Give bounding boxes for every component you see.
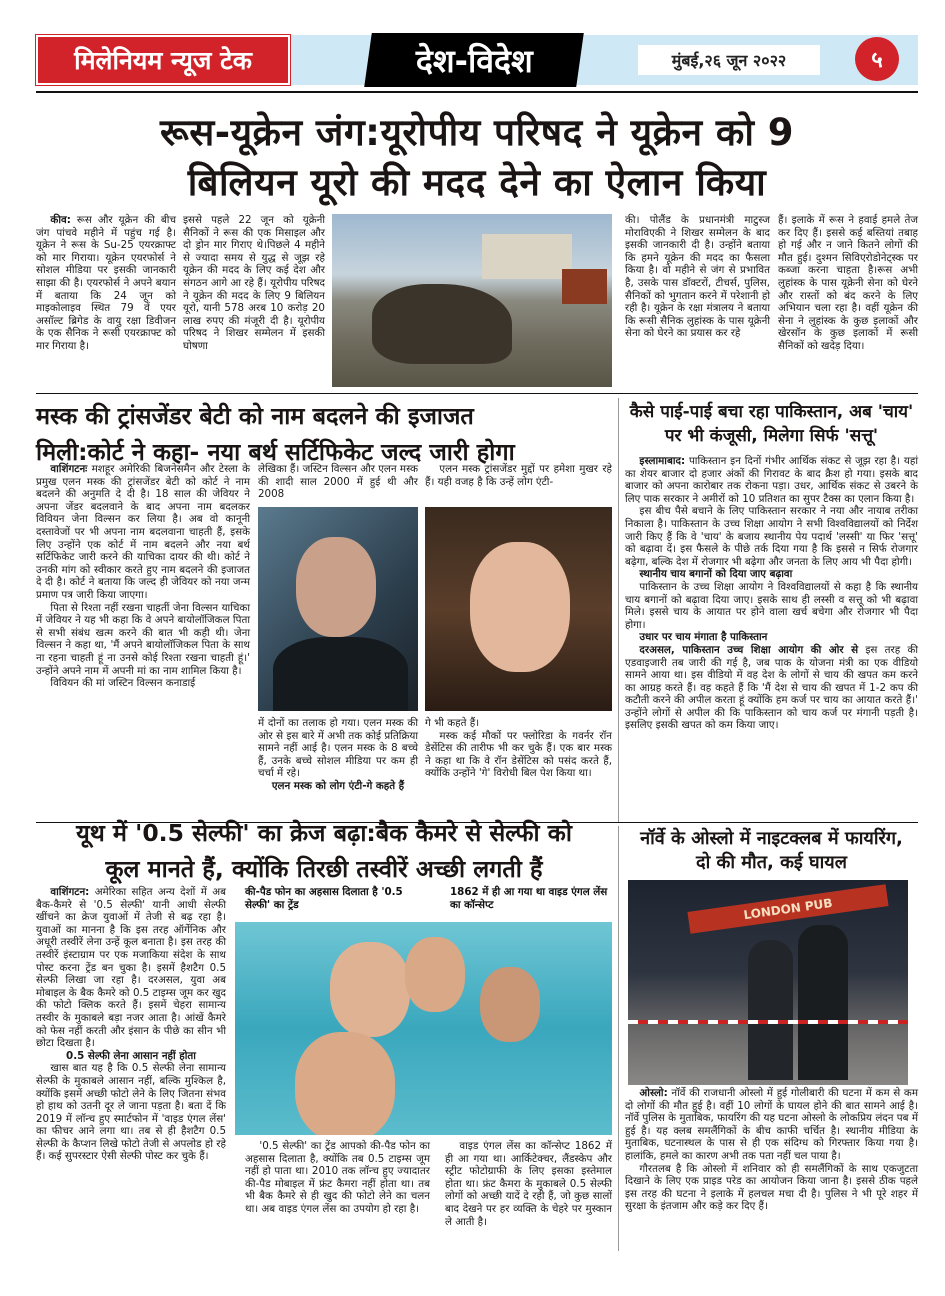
headline-line: रूस-यूक्रेन जंग:यूरोपीय परिषद ने यूक्रेन को 9 (159, 111, 795, 154)
face (295, 1032, 395, 1135)
musk-col-1 (36, 463, 250, 690)
musk-col-3-top (425, 463, 612, 488)
police-officer (798, 925, 848, 1080)
headline-line: बिलियन यूरो की मदद देने का ऐलान किया (187, 161, 767, 204)
article-text: मस्क कई मौकों पर फ्लोरिडा के गवर्नर रॉन डेसेंटिस की तारीफ भी कर चुके हैं। एक बार मस्क ने कहा था कि वे रॉन डेसेंटिस को पसंद करते हैं, क्योंकि उन्होंने 'गे' विरोधी बिल पेश किया था। (425, 729, 612, 780)
subheading: 0.5 सेल्फी लेना आसान नहीं होता (66, 1049, 196, 1062)
oslo-headline (625, 827, 918, 875)
divider (36, 91, 918, 93)
article-text: मशहूर अमेरिकी बिजनेसमैन और टेस्ला के प्रमुख एलन मस्क की ट्रांसजेंडर बेटी को कोर्ट ने नाम बदलने की अनुमति दे दी है। 18 साल की जेवियर ने अपना जेंडर बदलवाने के बाद अपना नाम बदलकर विवियन जेना विल्सन कर लिया है। अब वो कानूनी दस्तावेजों पर भी अपना नाम बदलवाना चाहती हैं, इसके लिए उन्होंने एक कोर्ट में नाम बदलने और नया बर्थ सर्टिफिकेट जारी करने की याचिका दायर की थी। कोर्ट ने उनकी मांग को स्वीकार करते हुए नाम बदलने की इजाजत दे दी है। कोर्ट ने बताया कि जल्द ही जेवियर को नया जन्म प्रमाण पत्र जारी किया जाएगा। (36, 463, 250, 601)
article-text: वाइड एंगल लेंस का कॉन्सेप्ट 1862 में ही आ गया था। आर्किटेक्चर, लैंडस्केप और स्ट्रीट फोटोग्राफी के लिए इसका इस्तेमाल होता था। फ्रंट कैमरा के मुकाबले 0.5 सेल्फी लोगों को अच्छी यादें दे रही हैं, जो कुछ सालों बाद देखने पर हर व्यक्ति के चेहरे पर मुस्कान ले आती है। (445, 1140, 612, 1228)
pakistan-article (625, 455, 918, 732)
subheading: स्थानीय चाय बगानों को दिया जाए बढ़ावा (639, 568, 793, 581)
article-text: पाकिस्तान इन दिनों गंभीर आर्थिक संकट से जूझ रहा है। यहां का शेयर बाजार दो हजार अंकों की गिरावट के बाद क्रैश हो गया। इसके बाद बाजार को अपना कारोबार तक रोकना पड़ा। उधर, आर्थिक संकट से उबरने के लिए पाक सरकार ने अमीरों को 10 प्रतिशत का सुपर टैक्स का एलान किया है। (625, 455, 918, 505)
article-text: हैं। इलाके में रूस ने हवाई हमले तेज कर दिए हैं। इससे कई बस्तियां तबाह हो गई और न जाने कितने लोगों की मौत हुई। दुश्मन सिविएरोडोनेट्स्क पर कब्जा करना चाहता है।रूस अभी लुहांस्क के पास यूक्रेनी सेना को घेरने और रास्तों को बंद करने के लिए अभियान चला रहा है। वहीं यूक्रेन की सेना ने लुहांस्क के कुछ इलाकों और खेरसॉन के कुछ इलाकों में रूसी सैनिकों को खदेड़ दिया। (778, 214, 918, 352)
wreckage (372, 284, 512, 364)
article-text: पिता से रिश्ता नहीं रखना चाहतीं जेना विल्सन याचिका में जेवियर ने यह भी कहा कि वे अपने बायोलॉजिकल पिता से सभी संबंध खत्म करने की बात भी कही थी। जेना विल्सन ने कहा था, 'मैं अपने बायोलॉजिकल पिता के साथ ना रहना चाहती हूं ना उनसे कोई रिश्ता रखना चाहती हूं।' उन्होंने अपने नाम में अपनी मां का नाम शामिल किया है। (36, 601, 250, 677)
face (470, 542, 570, 672)
article-text: इस बीच पैसे बचाने के लिए पाकिस्तान सरकार ने नया और नायाब तरीका निकाला है। पाकिस्तान के उच्च शिक्षा आयोग ने सभी विश्वविद्यालयों को निर्देश जारी किए हैं कि वे 'चाय' के बजाय स्थानीय पेय पदार्थ 'लस्सी' या फिर 'सत्तू' को बढ़ावा दें। इस फैसले के पीछे तर्क दिया गया है कि इससे न सिर्फ रोजगार बढ़ेगा, बल्कि देश में रोजगार भी बढ़ेगा और जनता के लिए आय भी पैदा होगी। (625, 505, 918, 568)
article-text: नॉर्वे की राजधानी ओस्लो में हुई गोलीबारी की घटना में कम से कम दो लोगों की मौत हुई है। वहीं 10 लोगों के घायल होने की बात सामने आई है। नॉर्वे पुलिस के मुताबिक, फायरिंग की यह घटना ओस्लो के लोकप्रिय लंदन पब में हुई है। यह क्लब समलैंगिकों के बीच काफी चर्चित है। स्थानीय मीडिया के मुताबिक, घटनास्थल के पास से ही एक संदिग्ध को गिरफ्तार किया गया है। हालांकि, हमले का कारण अभी तक पता नहीं चल पाया है। (625, 1087, 918, 1162)
musk-col-2-bottom (258, 717, 418, 793)
article-text: रूस और यूक्रेन की बीच जंग पांचवे महीने में पहुंच गई है। यूक्रेन ने रूस के Su-25 एयरक्राफ्ट को मार गिराया। यूक्रेन एयरफोर्स ने सोशल मीडिया पर इसकी जानकारी साझा की है। एयरफोर्स ने अपने बयान में बताया कि 24 जून को माइकोलाइव स्थित 79 वें एयर असॉल्ट ब्रिगेड के वायु रक्षा डिवीजन के एक सैनिक ने रूसी एयरक्राफ्ट को मार गिराया है। (36, 214, 176, 352)
ukraine-headline (36, 108, 918, 208)
dateline: वाशिंगटन: (50, 886, 90, 898)
page-number: ५ (855, 37, 899, 81)
headline-line: मिली:कोर्ट ने कहा- नया बर्थ सर्टिफिकेट जल्द जारी होगा (36, 438, 515, 466)
selfie-caption-2: 1862 में ही आ गया था वाइड एंगल लेंस का कॉन्सेप्ट (450, 886, 608, 911)
face (296, 537, 376, 637)
face (405, 937, 465, 1012)
article-text: में दोनों का तलाक हो गया। एलन मस्क की ओर से इस बारे में अभी तक कोई प्रतिक्रिया सामने नहीं आई है। एलन मस्क के 8 बच्चे हैं, उनके बच्चे सोशल मीडिया पर कम ही चर्चा में रहे। (258, 717, 418, 780)
ukraine-col-1 (36, 214, 176, 353)
pool-selfie-photo (235, 922, 612, 1135)
article-text: एलन मस्क ट्रांसजेंडर मुद्दों पर हमेशा मुखर रहे हैं। यही वजह है कि उन्हें लोग एंटी- (425, 463, 612, 488)
article-text: इससे पहले 22 जून को यूक्रेनी सैनिकों ने रूस की एक मिसाइल और दो ड्रोन मार गिराए थे।पिछले 4 महीने से ज्यादा समय से युद्ध से जूझ रहे यूक्रेन की मदद के लिए कई देश और संगठन आगे आ रहे हैं। यूरोपीय परिषद ने यूक्रेन की मदद के लिए 9 बिलियन यूरो, यानी 578 अरब 10 करोड़ 20 लाख रुपए की मंजूरी दी है। यूरोपीय परिषद ने शिखर सम्मेलन में इसकी घोषणा (183, 214, 325, 352)
vivian-wilson-photo (425, 507, 612, 711)
shirt (273, 637, 408, 711)
section-title: देश-विदेश (415, 41, 533, 80)
column-divider (618, 398, 619, 823)
dateline: ओस्लो: (639, 1087, 668, 1099)
section-label (364, 33, 584, 87)
article-text: गे भी कहते हैं। (425, 717, 480, 729)
column-divider (618, 826, 619, 1251)
pub-sign: LONDON PUB (687, 884, 888, 934)
headline-line: मस्क की ट्रांसजेंडर बेटी को नाम बदलने की इजाजत (36, 402, 474, 430)
article-text: '0.5 सेल्फी' का ट्रेंड आपको की-पैड फोन का अहसास दिलाता है, क्योंकि तब 0.5 टाइम्स जूम नहीं हो पाता था। 2010 तक लॉन्च हुए ज्यादातर की-पैड मोबाइल में फ्रंट कैमरा नहीं होता था। तब भी बैक कैमरे से ही खुद की फोटो लेने का चलन था। अब वाइड एंगल लेंस का उपयोग हो रहा है। (245, 1140, 430, 1215)
article-text: गौरतलब है कि ओस्लो में शनिवार को ही समलैंगिकों के साथ एकजुटता दिखाने के लिए एक प्राइड परेड का आयोजन किया जाना है। इससे ठीक पहले इस तरह की घटना ने इलाके में हलचल मचा दी है। पुलिस ने भी पूरे शहर में सुरक्षा के इंतजाम और कड़े कर दिए हैं। (625, 1162, 918, 1213)
dateline: वाशिंगटनः (50, 463, 88, 475)
dateline: इस्लामाबाद: (639, 455, 686, 467)
issue-date: मुंबई,२६ जून २०२२ (638, 45, 820, 75)
divider (36, 393, 918, 394)
article-text: इस तरह की एडवाइजारी तब जारी की गई है, जब पाक के योजना मंत्री का एक वीडियो सामने आया था। इस वीडियो में वह देश के लोगों से चाय की खपत कम करने का आग्रह करते हैं। वह कहते हैं कि 'मैं देश से चाय की खपत में 1-2 कप की कटौती करने की अपील करता हूं क्योंकि हम कर्ज पर चाय का आयात करते हैं।' उन्होंने लोगों से अपील की कि पाकिस्तान को चाय कर्ज पर मंगानी पड़ती है। इसलिए इसकी खपत को कम किया जाए। (625, 643, 918, 732)
oslo-police-photo (628, 880, 908, 1085)
ukraine-col-4 (778, 214, 918, 353)
lead-text: दरअसल, पाकिस्तान उच्च शिक्षा आयोग की ओर से (639, 643, 859, 656)
ukraine-col-3 (625, 214, 770, 340)
oslo-article (625, 1087, 918, 1213)
article-text: विवियन की मां जस्टिन विल्सन कनाडाई (50, 677, 196, 690)
selfie-col-3 (445, 1140, 612, 1228)
subheading: उधार पर चाय मंगाता है पाकिस्तान (639, 631, 768, 644)
ukraine-col-2 (183, 214, 325, 353)
building (482, 234, 572, 279)
truck (562, 269, 607, 304)
headline-line: कैसे पाई-पाई बचा रहा पाकिस्तान, अब 'चाय' (629, 402, 914, 422)
headline-line: यूथ में '0.5 सेल्फी' का क्रेज बढ़ा:बैक कैमरे से सेल्फी को (76, 819, 572, 847)
musk-col-2-top: लेखिका हैं। जस्टिन विल्सन और एलन मस्क की शादी साल 2000 में हुई थी और 2008 (258, 463, 418, 501)
article-text: पाकिस्तान के उच्च शिक्षा आयोग ने विश्वविद्यालयों से कहा है कि स्थानीय चाय बगानों को बढ़ावा दिया जाए। इसके साथ ही लस्सी व सत्तू को भी बढ़ावा मिले। इससे चाय के आयात पर होने वाला खर्च बचेगा और रोजगार भी पैदा होगा। (625, 580, 918, 631)
headline-line: दो की मौत, कई घायल (696, 852, 847, 873)
face (330, 942, 410, 1037)
selfie-col-2 (245, 1140, 430, 1216)
dateline: कीव: (50, 214, 71, 226)
headline-line: कूल मानते हैं, क्योंकि तिरछी तस्वीरें अच्छी लगती हैं (105, 855, 543, 883)
subheading: एलन मस्क को लोग एंटी-गे कहते हैं (271, 779, 405, 792)
selfie-caption-1: की-पैड फोन का अहसास दिलाता है '0.5 सेल्फी' का ट्रेंड (245, 886, 403, 911)
elon-musk-photo (258, 507, 418, 711)
ukraine-destroyed-vehicle-photo (332, 214, 612, 387)
article-text: की। पोलैंड के प्रधानमंत्री माटुस्ज मोराविएकी ने शिखर सम्मेलन के बाद इसकी जानकारी दी है। उन्होंने बताया कि हमने यूक्रेन की मदद का फैसला किया है। वो महीने से जंग से प्रभावित है, उसके पास डॉक्टरों, टीचर्स, पुलिस, सैनिकों को भुगतान करने में परेशानी हो रही है। यूक्रेन के रक्षा मंत्रालय ने बताया कि रूसी सैनिक लुहांस्क के पास यूक्रेनी सेना को घेरने का प्रयास कर रहे (625, 214, 770, 340)
musk-headline (36, 398, 612, 470)
article-text: अमेरिका सहित अन्य देशों में अब बैक-कैमरे से '0.5 सेल्फी' यानी आधी सेल्फी खींचने का क्रेज युवाओं में तेजी से बढ़ रहा है। युवाओं का मानना है कि इस तरह ऑर्गेनिक और अधूरी तस्वीरें लेना उन्हें कूल बनाता है। इस तरह की तस्वीरें इंस्टाग्राम पर एक मजाकिया संदेश के साथ पोस्ट करना ट्रेंड बन चुका है। इसमें हैशटैग 0.5 सेल्फी लिखा जा रहा है। दरअसल, युवा अब मोबाइल के बैक कैमरे को 0.5 टाइम्स जूम कर खुद की फोटो क्लिक करते हैं। इसमें चेहरा सामान्य तस्वीर के मुकाबले बड़ा नजर आता है। आंखें कैमरे को फेस नहीं करती और इंसान के पीछे का सीन भी छोटा दिखता है। (36, 886, 226, 1050)
police-officer (748, 940, 793, 1080)
selfie-headline (36, 815, 612, 887)
pakistan-headline (625, 400, 918, 448)
face (480, 967, 540, 1042)
musk-col-3-bottom (425, 717, 612, 780)
police-tape (628, 1020, 908, 1024)
headline-line: नॉर्वे के ओस्लो में नाइटक्लब में फायरिंग, (640, 828, 903, 849)
selfie-col-1 (36, 886, 226, 1163)
headline-line: पर भी कंजूसी, मिलेगा सिर्फ 'सत्तू' (664, 426, 879, 446)
newspaper-logo: मिलेनियम न्यूज टेक (36, 35, 290, 85)
article-text: खास बात यह है कि 0.5 सेल्फी लेना सामान्य सेल्फी के मुकाबले आसान नहीं, बल्कि मुश्किल है, क्योंकि इसमें अच्छी फोटो लेने के लिए जितना संभव हो हाथ को उतनी दूर ले जाना पड़ता है। बता दें कि 2019 में लॉन्च हुए स्मार्टफोन में 'वाइड एंगल लेंस' का फीचर आने लगा था। तब से ही हैशटैग 0.5 सेल्फी के कैप्शन लिखे फोटो तेजी से अपलोड हो रहे हैं। कई सुपरस्टार ऐसी सेल्फी पोस्ट कर चुके हैं। (36, 1062, 226, 1163)
